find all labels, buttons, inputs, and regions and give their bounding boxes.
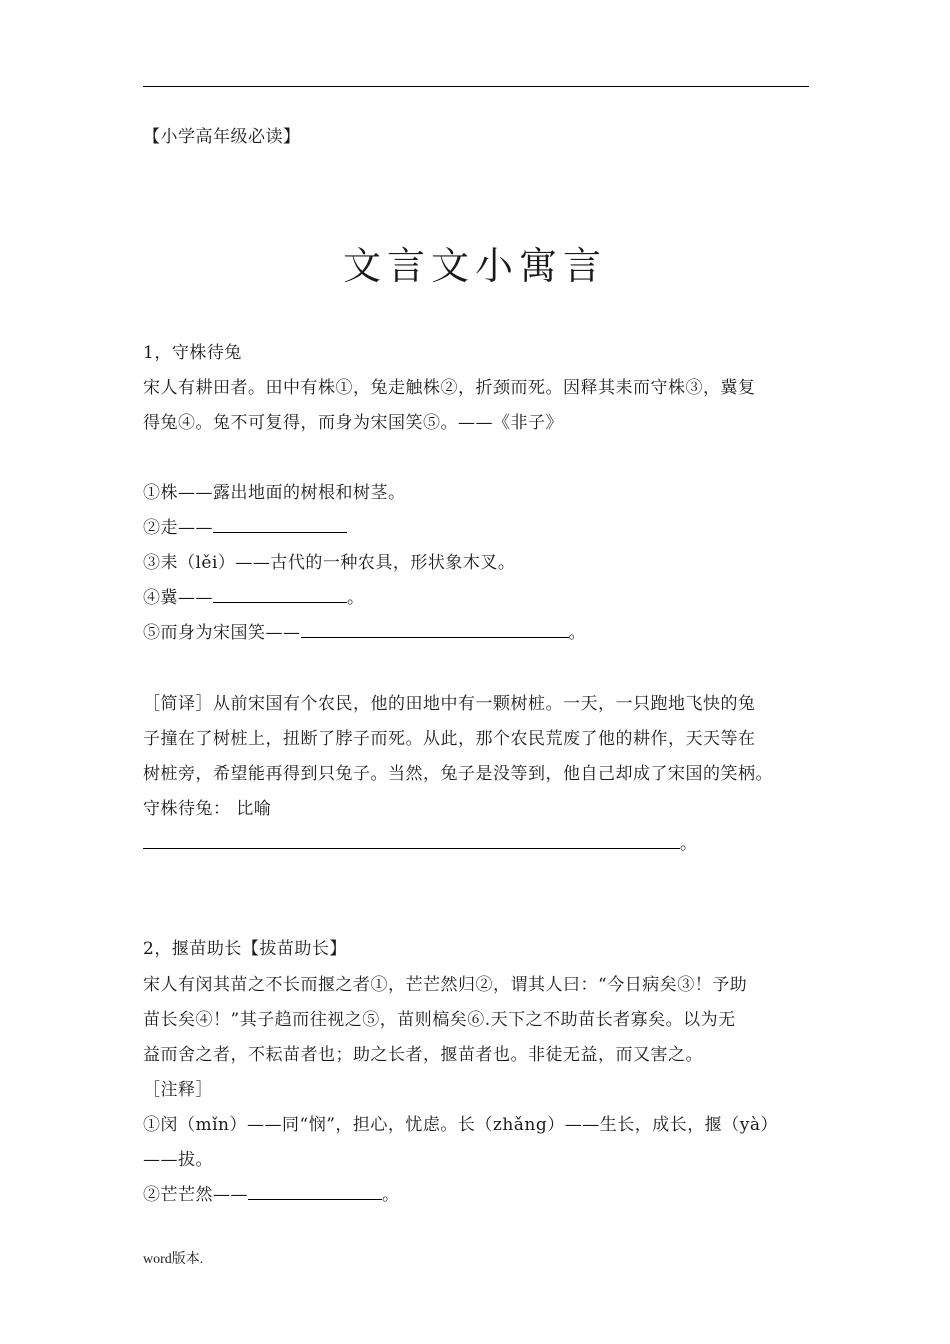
story2-note: ——拔。 bbox=[143, 1150, 213, 1170]
story1-translation-line: 守株待兔： 比喻 bbox=[143, 799, 272, 819]
page-title: 文言文小寓言 bbox=[342, 244, 607, 288]
story2-heading: 2，揠苗助长【拔苗助长】 bbox=[143, 939, 347, 959]
story2-notes-heading: ［注释］ bbox=[143, 1080, 213, 1100]
story2-note: ①闵（mǐn）——同“悯”，担心，忧虑。长（zhǎng）——生长，成长，揠（yà） bbox=[143, 1115, 778, 1135]
story1-translation-line: 树桩旁，希望能再得到只兔子。当然，兔子是没等到，他自己却成了宋国的笑柄。 bbox=[143, 764, 773, 784]
answer-blank[interactable] bbox=[248, 1185, 382, 1200]
note-label: ②走—— bbox=[143, 518, 213, 538]
note-label: ⑤而身为宋国笑—— bbox=[143, 623, 301, 643]
story2-text-line: 宋人有闵其苗之不长而揠之者①，芒芒然归②，谓其人曰：“今日病矣③！予助 bbox=[143, 975, 748, 995]
story2-text-line: 苗长矣④！”其子趋而往视之⑤，苗则槁矣⑥.天下之不助苗长者寡矣。以为无 bbox=[143, 1010, 736, 1030]
answer-blank[interactable] bbox=[301, 623, 569, 638]
story1-note: ③耒（lěi）——古代的一种农具，形状象木叉。 bbox=[143, 553, 516, 573]
story1-answer bbox=[143, 834, 698, 854]
answer-blank[interactable] bbox=[143, 834, 680, 849]
story1-note bbox=[143, 588, 365, 608]
story2-text-line: 益而舍之者，不耘苗者也；助之长者，揠苗者也。非徒无益，而又害之。 bbox=[143, 1045, 703, 1065]
story1-heading: 1，守株待兔 bbox=[143, 343, 242, 363]
story1-note bbox=[143, 518, 347, 538]
story1-translation-line: ［简译］从前宋国有个农民，他的田地中有一颗树桩。一天，一只跑地飞快的兔 bbox=[143, 694, 756, 714]
header-tag: 【小学高年级必读】 bbox=[143, 127, 301, 147]
header-rule bbox=[143, 86, 809, 87]
story2-note bbox=[143, 1185, 400, 1205]
note-suffix: 。 bbox=[382, 1185, 400, 1205]
note-label: ②芒芒然—— bbox=[143, 1185, 248, 1205]
answer-suffix: 。 bbox=[680, 834, 698, 854]
story1-note: ①株——露出地面的树根和树茎。 bbox=[143, 483, 406, 503]
note-suffix: 。 bbox=[347, 588, 365, 608]
story1-note bbox=[143, 623, 586, 643]
answer-blank[interactable] bbox=[213, 588, 347, 603]
story1-translation-line: 子撞在了树桩上，扭断了脖子而死。从此，那个农民荒废了他的耕作，天天等在 bbox=[143, 729, 756, 749]
page-footer: word版本. bbox=[143, 1252, 204, 1267]
story1-text-line: 宋人有耕田者。田中有株①，兔走触株②，折颈而死。因释其耒而守株③，冀复 bbox=[143, 378, 756, 398]
story1-text-line: 得兔④。兔不可复得，而身为宋国笑⑤。——《非子》 bbox=[143, 413, 563, 433]
note-label: ④冀—— bbox=[143, 588, 213, 608]
note-suffix: 。 bbox=[568, 623, 586, 643]
answer-blank[interactable] bbox=[213, 518, 347, 533]
